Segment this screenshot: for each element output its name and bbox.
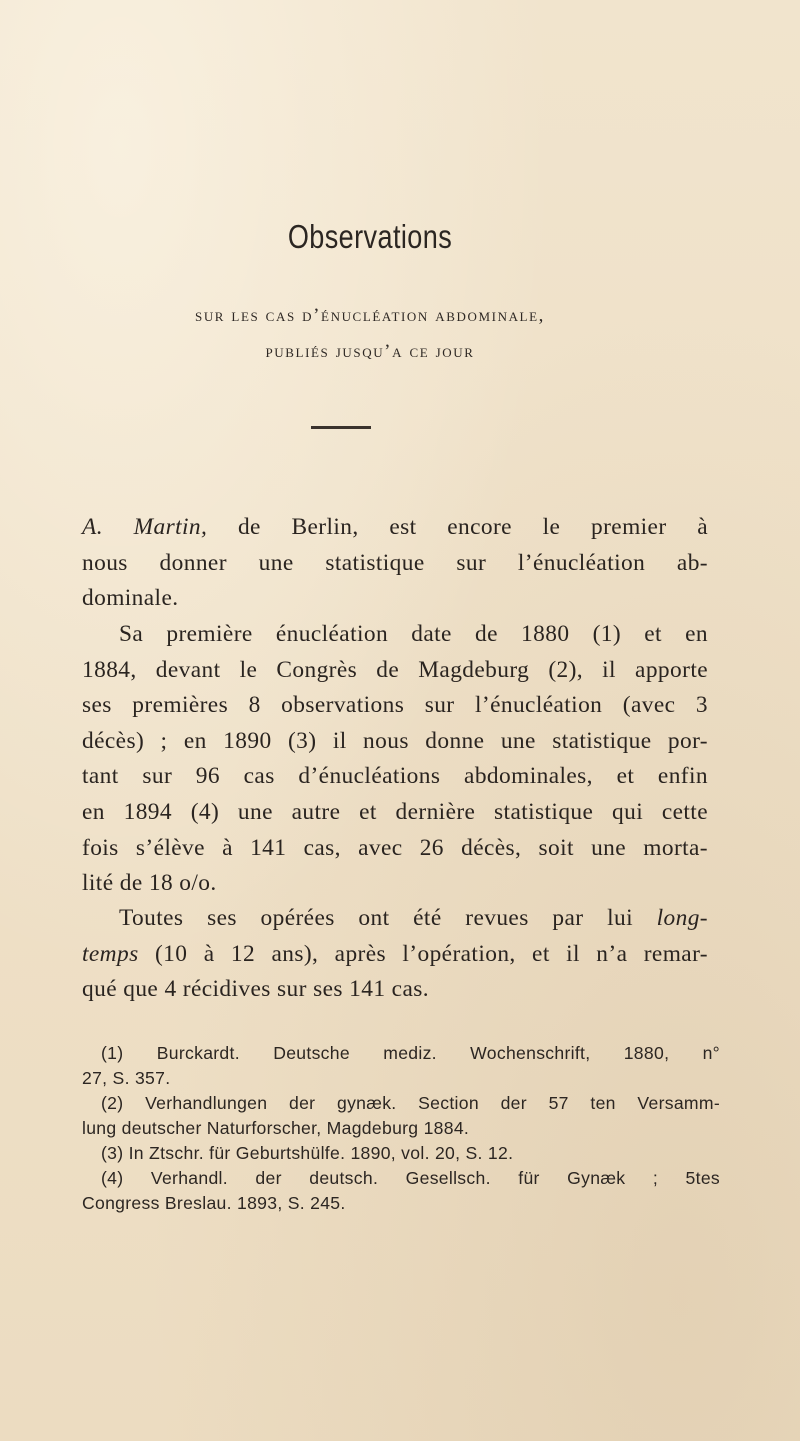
- footnote-line: (3) In Ztschr. für Geburtshülfe. 1890, vol. 20, S. 12.: [101, 1143, 514, 1163]
- paragraph-1: [82, 510, 708, 617]
- text-line: décès) ; en 1890 (3) il nous donne une statistique por-: [82, 727, 708, 754]
- text-line: fois s’élève à 141 cas, avec 26 décès, soit une morta-: [82, 834, 708, 861]
- text-line: Sa première énucléation date de 1880 (1) et en: [119, 621, 708, 647]
- text-run: (10 à 12 ans), après l’opération, et il n’a remar-: [138, 940, 708, 967]
- footnote-line: Congress Breslau. 1893, S. 245.: [82, 1193, 346, 1213]
- footnotes: [82, 1041, 720, 1216]
- footnote-line: 27, S. 357.: [82, 1068, 171, 1088]
- text-line: [82, 510, 708, 546]
- paragraph-2: [82, 617, 708, 902]
- subtitle-line-2: publiés jusqu’a ce jour: [265, 341, 475, 362]
- text-line: ses premières 8 observations sur l’énucléation (avec 3: [82, 692, 708, 719]
- footnote-line: (2) Verhandlungen der gynæk. Section der 57 ten Versamm-: [101, 1093, 720, 1113]
- footnote-3: [82, 1141, 720, 1166]
- footnote-line: (1) Burckardt. Deutsche mediz. Wochenschrift, 1880, n°: [101, 1043, 720, 1063]
- subtitle-line-1: sur les cas d’énucléation abdominale,: [194, 305, 545, 326]
- footnote-2: [82, 1091, 720, 1141]
- text-line: en 1894 (4) une autre et dernière statistique qui cette: [82, 798, 708, 825]
- text-run: Toutes ses opérées ont été revues par lui: [119, 905, 657, 931]
- text-line: [82, 937, 708, 973]
- footnote-line: (4) Verhandl. der deutsch. Gesellsch. für Gynæk ; 5tes: [101, 1168, 720, 1188]
- text-line: qué que 4 récidives sur ses 141 cas.: [82, 976, 429, 1003]
- emphasis-text: long-: [656, 905, 708, 931]
- text-line: dominale.: [82, 585, 179, 612]
- text-line: [82, 901, 708, 937]
- text-line: 1884, devant le Congrès de Magdeburg (2), il apporte: [82, 656, 708, 683]
- text-line: lité de 18 o/o.: [82, 870, 217, 897]
- section-divider: [311, 426, 371, 429]
- footnote-4: [82, 1166, 720, 1216]
- paragraph-3: [82, 901, 708, 1008]
- chapter-title: Observations: [287, 218, 453, 255]
- footnote-1: [82, 1041, 720, 1091]
- footnote-line: lung deutscher Naturforscher, Magdeburg 1884.: [82, 1118, 470, 1138]
- text-line: tant sur 96 cas d’énucléations abdominales, et enfin: [82, 763, 708, 790]
- text-line: nous donner une statistique sur l’énucléation ab-: [82, 549, 708, 576]
- text-run: de Berlin, est encore le premier à: [207, 514, 709, 540]
- emphasis-text: temps: [82, 940, 139, 967]
- author-name: A. Martin,: [82, 514, 208, 540]
